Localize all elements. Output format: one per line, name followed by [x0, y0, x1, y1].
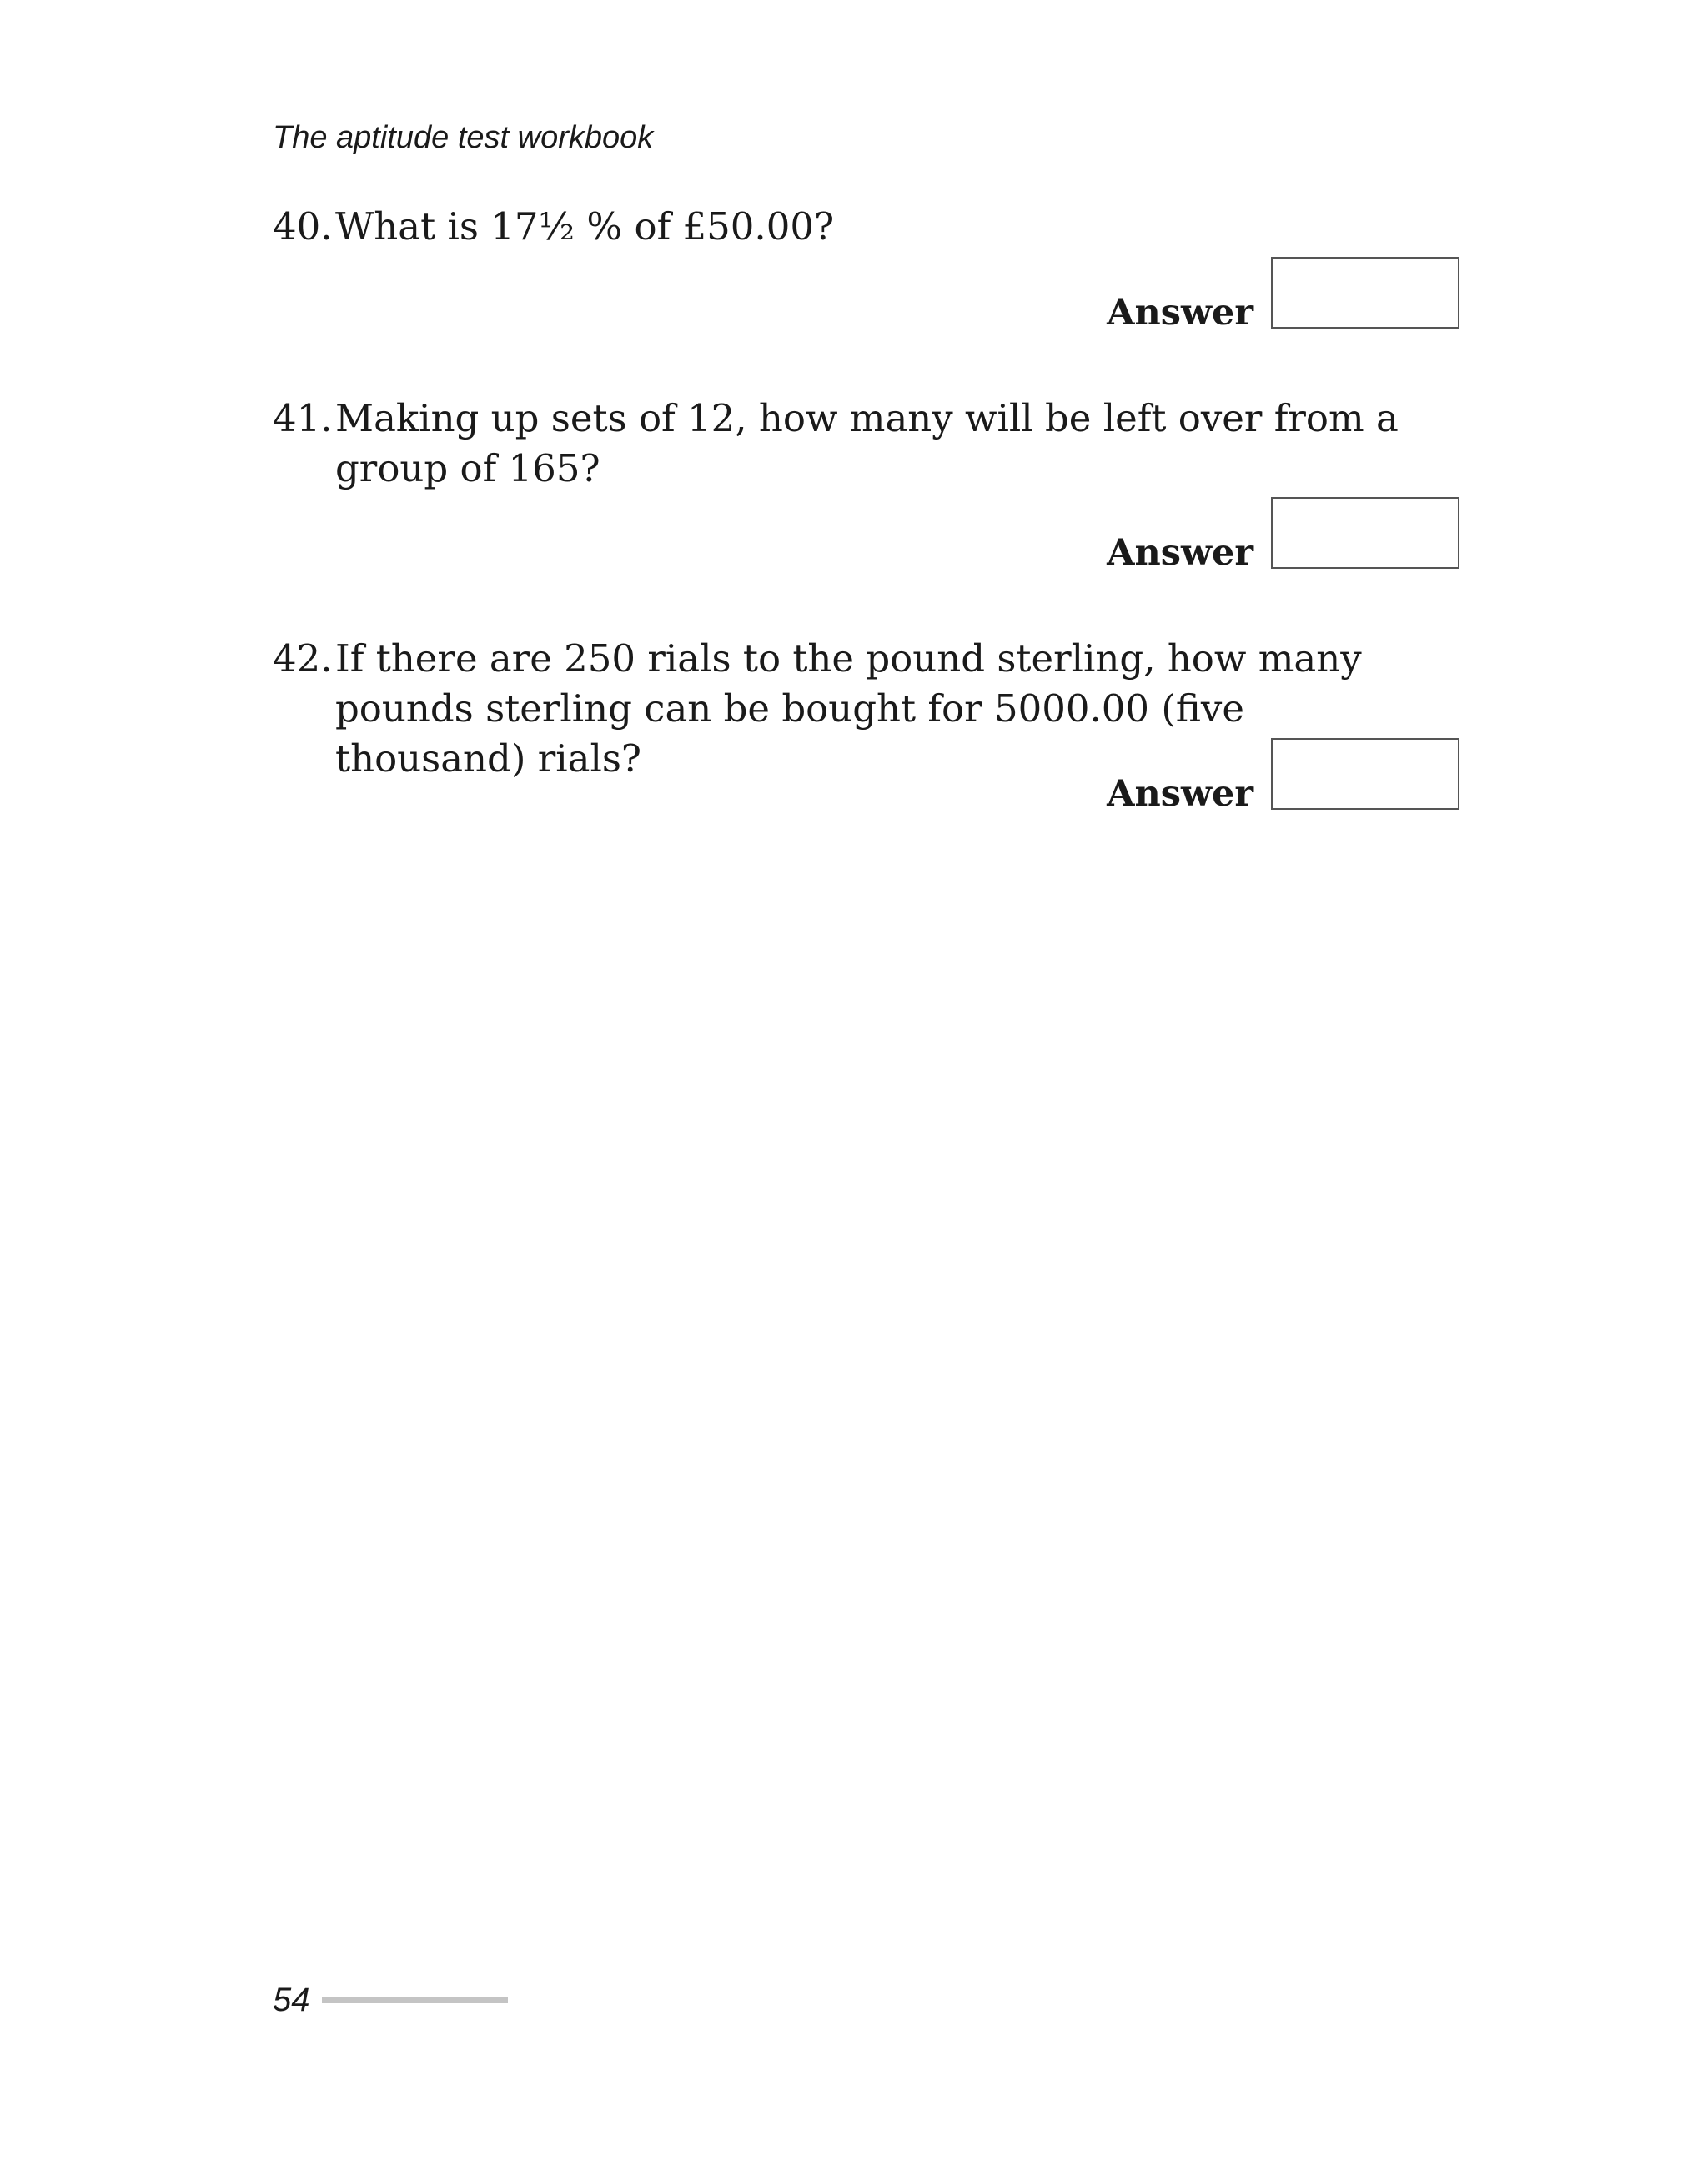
- question-number: 42.: [273, 636, 333, 681]
- question-number: 41.: [273, 396, 333, 440]
- answer-label: Answer: [1107, 773, 1253, 815]
- answer-row-40: [984, 257, 1459, 332]
- page-number: 54: [273, 1982, 310, 2018]
- answer-row-41: [984, 497, 1459, 572]
- question-number: 40.: [273, 204, 333, 249]
- page-footer: [273, 1979, 508, 2021]
- answer-box[interactable]: [1271, 257, 1459, 329]
- question-text: Making up sets of 12, how many will be left over from a group of 165?: [335, 396, 1399, 490]
- answer-box[interactable]: [1271, 497, 1459, 569]
- footer-rule: [322, 1997, 508, 2003]
- answer-row-42: [984, 738, 1459, 813]
- answer-label: Answer: [1107, 532, 1253, 574]
- question-40: [273, 202, 1465, 252]
- question-41: [273, 394, 1465, 494]
- running-head: The aptitude test workbook: [273, 120, 654, 155]
- question-text: What is 17½ % of £50.00?: [335, 204, 835, 249]
- answer-box[interactable]: [1271, 738, 1459, 810]
- question-text: If there are 250 rials to the pound sterling, how many pounds sterling can be bought for 5000.00 (five thousand) rials?: [335, 636, 1362, 781]
- answer-label: Answer: [1107, 292, 1253, 334]
